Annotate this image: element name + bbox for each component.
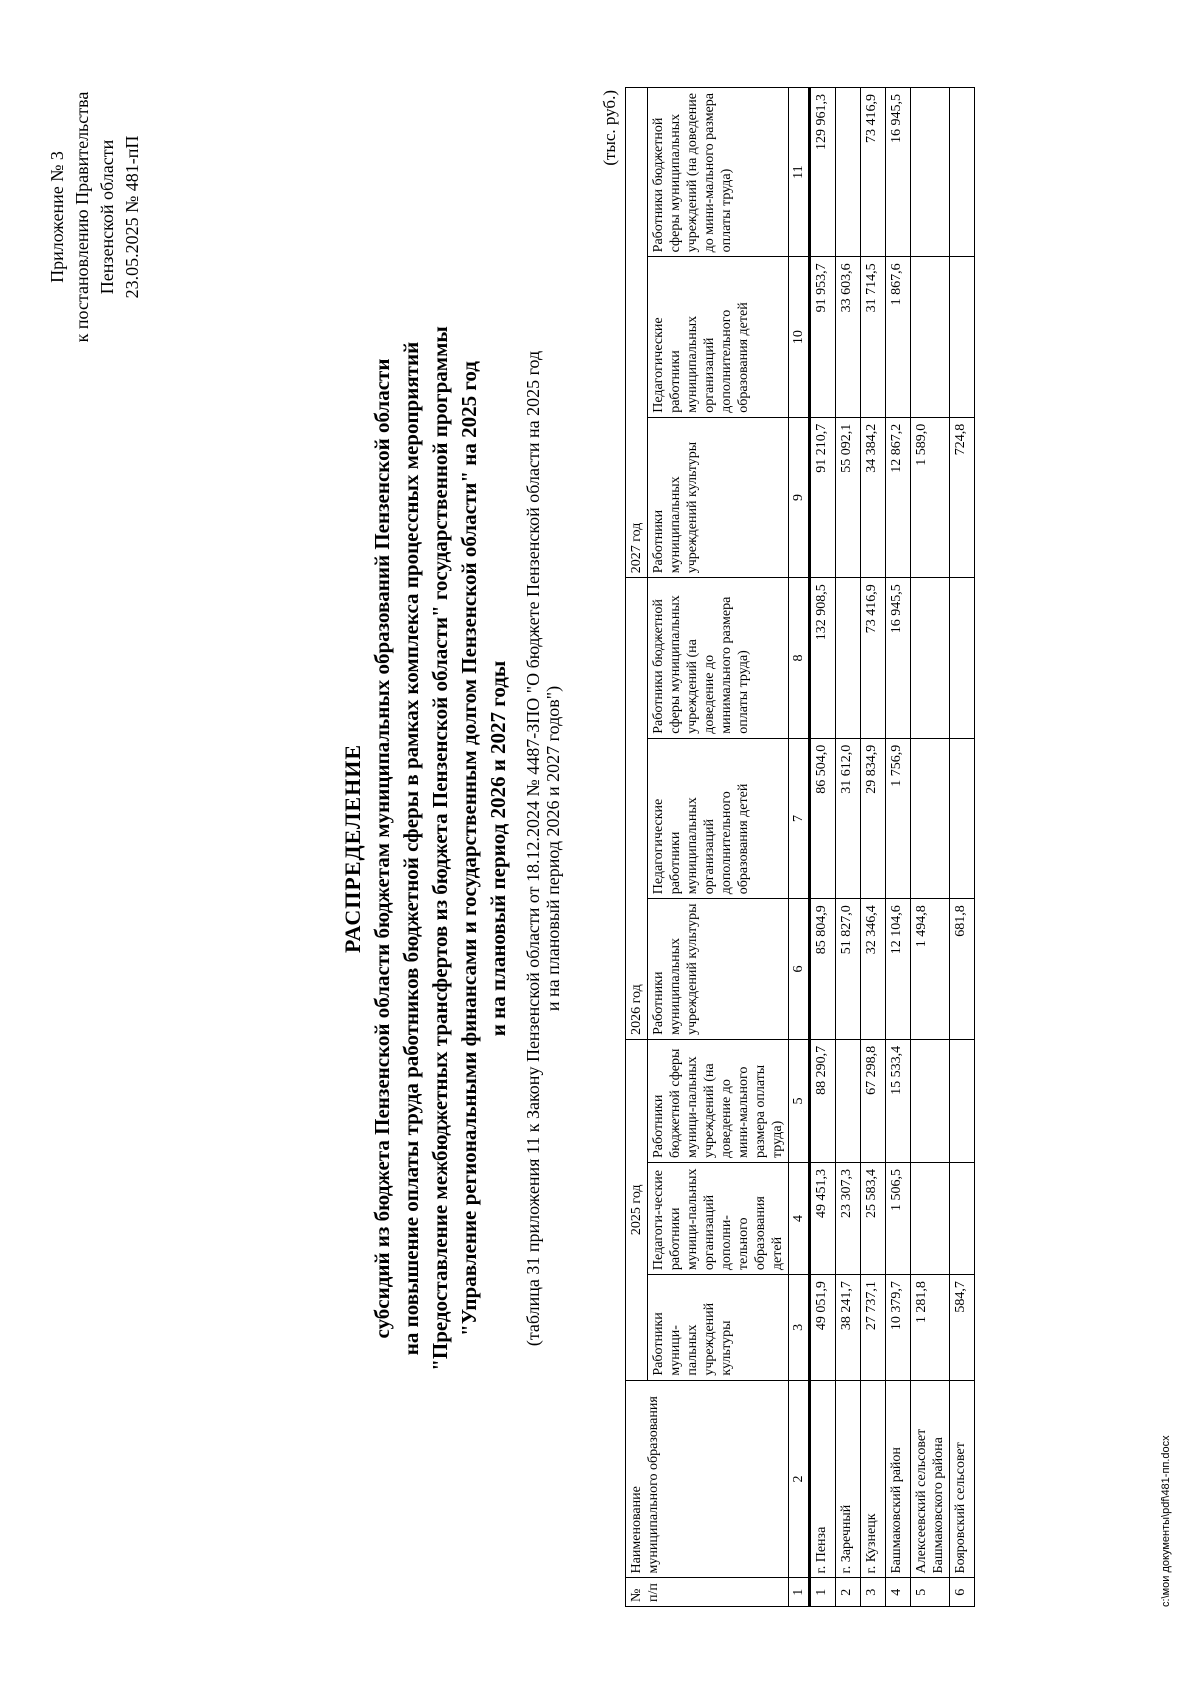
value-cell [950,88,975,257]
value-cell: 584,7 [950,1275,975,1381]
column-number: 8 [789,578,810,738]
value-cell [836,578,861,738]
distribution-table [625,87,975,1607]
column-number: 10 [789,257,810,417]
value-cell: 91 953,7 [810,257,836,417]
row-number: 6 [950,1578,975,1607]
value-cell: 681,8 [950,899,975,1040]
title-line: "Предоставление межбюджетных трансфертов из бюджета Пензенской области" государственной программы [428,326,452,1371]
column-number: 5 [789,1039,810,1162]
value-cell: 85 804,9 [810,899,836,1040]
header-2027-pedagogical: Педагогические работники муниципальных организаций дополнительного образования детей [648,257,789,417]
value-cell: 129 961,3 [810,88,836,257]
value-cell: 1 506,5 [886,1162,911,1274]
value-cell: 33 603,6 [836,257,861,417]
value-cell: 23 307,3 [836,1162,861,1274]
row-number: 5 [911,1578,950,1607]
value-cell [911,1162,950,1274]
value-cell [950,1162,975,1274]
column-number-row [789,88,810,1607]
row-number: 1 [810,1578,836,1607]
value-cell [836,1039,861,1162]
value-cell: 10 379,7 [886,1275,911,1381]
value-cell: 1 867,6 [886,257,911,417]
header-2025-culture: Работники муници-пальных учреждений культуры [648,1275,789,1381]
appendix-header [45,67,145,367]
value-cell: 29 834,9 [861,738,886,898]
header-year-2025: 2025 год [626,1039,648,1380]
header-2026-budget-sphere: Работники бюджетной сферы муниципальных учреждений (на доведение до минимального размера оплаты труда) [648,578,789,738]
column-number: 6 [789,899,810,1040]
value-cell: 38 241,7 [836,1275,861,1381]
value-cell: 25 583,4 [861,1162,886,1274]
header-2025-budget-sphere: Работники бюджетной сферы муници-пальных учреждений (на доведение до мини-мального размера оплаты труда) [648,1039,789,1162]
value-cell [950,738,975,898]
value-cell: 27 737,1 [861,1275,886,1381]
title-line: и на плановый период 2026 и 2027 годы [486,660,510,1037]
municipality-name: Алексеевский сельсовет Башмаковского района [911,1380,950,1578]
value-cell: 73 416,9 [861,578,886,738]
row-number: 3 [861,1578,886,1607]
subtitle-line: и на плановый период 2026 и 2027 годов") [543,685,563,1012]
appendix-number: Приложение № 3 [47,151,67,283]
header-2026-pedagogical: Педагогические работники муниципальных организаций дополнительного образования детей [648,738,789,898]
municipality-name: Бояровский сельсовет [950,1380,975,1578]
municipality-name: г. Заречный [836,1380,861,1578]
table-subheader-row [648,88,789,1607]
appendix-region: Пензенской области [97,139,117,295]
value-cell: 32 346,4 [861,899,886,1040]
title-heading: РАСПРЕДЕЛЕНИЕ [340,744,365,954]
header-year-2026: 2026 год [626,578,648,1040]
table-row [886,88,911,1607]
value-cell [950,257,975,417]
value-cell: 86 504,0 [810,738,836,898]
value-cell: 1 494,8 [911,899,950,1040]
subtitle-line: (таблица 31 приложения 11 к Закону Пензенской области от 18.12.2024 № 4487-ЗПО "О бюджете Пензенской области на 2025 год [523,350,543,1347]
value-cell: 88 290,7 [810,1039,836,1162]
value-cell [836,88,861,257]
table-header-row [626,88,648,1607]
value-cell [911,738,950,898]
table-row [861,88,886,1607]
column-number: 4 [789,1162,810,1274]
value-cell: 67 298,8 [861,1039,886,1162]
value-cell [950,1039,975,1162]
header-2026-culture: Работники муниципальных учреждений культуры [648,899,789,1040]
value-cell: 16 945,5 [886,88,911,257]
value-cell [950,578,975,738]
column-number: 3 [789,1275,810,1381]
appendix-ref: к постановлению Правительства [72,91,92,343]
header-2027-culture: Работники муниципальных учреждений культуры [648,417,789,577]
table-row [950,88,975,1607]
value-cell: 31 612,0 [836,738,861,898]
value-cell [911,1039,950,1162]
column-number: 1 [789,1578,810,1607]
value-cell: 12 104,6 [886,899,911,1040]
header-year-2027: 2027 год [626,88,648,578]
column-number: 9 [789,417,810,577]
table-row [810,88,836,1607]
value-cell: 12 867,2 [886,417,911,577]
header-num: № п/п [626,1578,789,1607]
header-2025-pedagogical: Педагоги-ческие работники муници-пальных организаций дополни-тельного образования детей [648,1162,789,1274]
header-2027-budget-sphere: Работники бюджетной сферы муниципальных учреждений (на доведение до мини-мального размера оплаты труда) [648,88,789,257]
value-cell: 49 451,3 [810,1162,836,1274]
municipality-name: г. Кузнецк [861,1380,886,1578]
file-path-footer: c:\мои документы\pdf\481-пп.docx [1160,1435,1172,1607]
value-cell: 55 092,1 [836,417,861,577]
value-cell: 34 384,2 [861,417,886,577]
title-line: "Управление региональными финансами и государственным долгом Пензенской области" на 2025 год [457,361,481,1336]
column-number: 7 [789,738,810,898]
municipality-name: Башмаковский район [886,1380,911,1578]
table-row [836,88,861,1607]
units-label: (тыс. руб.) [600,90,619,166]
value-cell [911,578,950,738]
value-cell: 132 908,5 [810,578,836,738]
value-cell: 1 756,9 [886,738,911,898]
column-number: 11 [789,88,810,257]
value-cell: 1 589,0 [911,417,950,577]
title-subtitle [523,80,563,1617]
table-row [911,88,950,1607]
value-cell: 15 533,4 [886,1039,911,1162]
municipality-name: г. Пенза [810,1380,836,1578]
document-title [340,80,563,1617]
value-cell: 51 827,0 [836,899,861,1040]
value-cell: 16 945,5 [886,578,911,738]
column-number: 2 [789,1380,810,1578]
header-name: Наименование муниципального образования [626,1380,789,1578]
row-number: 4 [886,1578,911,1607]
value-cell: 49 051,9 [810,1275,836,1381]
value-cell: 73 416,9 [861,88,886,257]
value-cell [911,257,950,417]
title-line: на повышение оплаты труда работников бюджетной сферы в рамках комплекса процессных мероприятий [399,341,423,1356]
title-line: субсидий из бюджета Пензенской области бюджетам муниципальных образований Пензенской области [370,358,394,1339]
value-cell: 31 714,5 [861,257,886,417]
appendix-date: 23.05.2025 № 481-пП [122,135,142,299]
value-cell [911,88,950,257]
value-cell: 91 210,7 [810,417,836,577]
value-cell: 1 281,8 [911,1275,950,1381]
value-cell: 724,8 [950,417,975,577]
row-number: 2 [836,1578,861,1607]
